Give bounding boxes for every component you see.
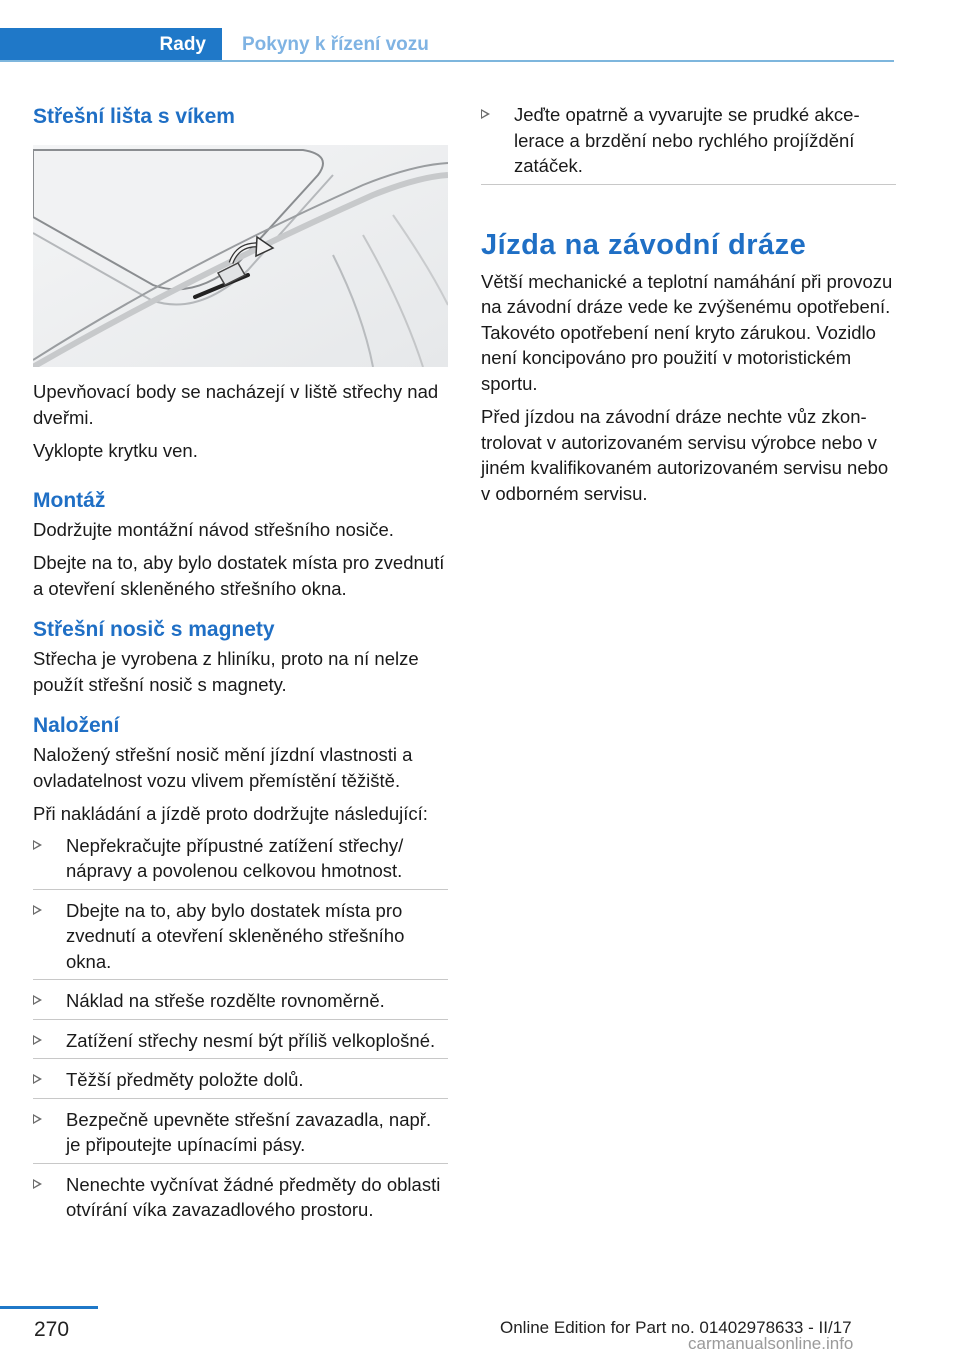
paragraph-montaz-2: Dbejte na to, aby bylo dostatek místa pro zvednutí a otevření skleněného střešního okna. (33, 552, 445, 599)
section-title-montaz: Montáž (33, 488, 106, 512)
paragraph-race-track-1: Větší mechanické a teplotní namáhání při provozu na závodní dráze vede ke zvýšenému opotřebení. Takovéto opotřebení není kryto zárukou. Vozidlo není koncipováno pro použití v motoristickém sportu. (481, 270, 893, 394)
list-item: Zatížení střechy nesmí být příliš velkoplošné. (33, 1028, 448, 1060)
list-item: Nepřekračujte přípustné zatížení střechy/ nápravy a povolenou celkovou hmotnost. (33, 833, 448, 890)
triangle-bullet-icon (33, 995, 42, 1005)
paragraph-nalozeni-1: Naložený střešní nosič mění jízdní vlastnosti a ovladatelnost vozu vlivem přemístění těžiště. (33, 744, 413, 791)
header-rule (0, 60, 894, 62)
header-tabs (0, 28, 894, 62)
footer-rule (0, 1306, 98, 1309)
section-title-magnet-rack: Střešní nosič s magnety (33, 618, 275, 641)
triangle-bullet-icon (33, 1114, 42, 1124)
roof-rail-figure-svg (33, 145, 448, 367)
tab-rady[interactable]: Rady (0, 28, 222, 62)
page-number: 270 (34, 1318, 70, 1341)
list-item: Nenechte vyčnívat žádné předměty do oblasti otvírání víka zavazadlového prostoru. (33, 1172, 448, 1229)
triangle-bullet-icon (33, 1179, 42, 1189)
list-item: Dbejte na to, aby bylo dostatek místa pro zvednutí a otevření skleněného střešního okna. (33, 898, 448, 981)
paragraph-magnet-rack: Střecha je vyrobena z hliníku, proto na ní nelze použít střešní nosič s magnety. (33, 648, 419, 695)
paragraph-race-track-2: Před jízdou na závodní dráze nechte vůz zkontrolovat v autorizovaném servisu výrobce nebo v jiném kvalifikovaném autorizovaném servisu nebo v odborném servisu. (481, 406, 889, 504)
right-column (481, 102, 896, 506)
paragraph-nalozeni-2: Při nakládání a jízdě proto dodržujte následující: (33, 803, 428, 824)
paragraph-montaz-1: Dodržujte montážní návod střešního nosiče. (33, 518, 394, 540)
driving-rules-list (481, 102, 896, 185)
tab-pokyny[interactable]: Pokyny k řízení vozu (222, 28, 429, 62)
list-item: Jeďte opatrně a vyvarujte se prudké akcelerace a brzdění nebo rychlého projíždění zatáček. (481, 102, 896, 185)
list-item: Těžší předměty položte dolů. (33, 1067, 448, 1099)
loading-rules-list (33, 833, 448, 1229)
list-item: Náklad na střeše rozdělte rovnoměrně. (33, 988, 448, 1020)
section-title-nalozeni: Naložení (33, 714, 120, 737)
triangle-bullet-icon (33, 840, 42, 850)
watermark-text: carmanualsonline.info (688, 1334, 854, 1353)
paragraph-mount-points: Upevňovací body se nacházejí v liště střechy nad dveřmi. (33, 381, 439, 428)
triangle-bullet-icon (33, 1074, 42, 1084)
left-column (33, 104, 448, 1229)
section-title-race-track: Jízda na závodní dráze (481, 228, 807, 261)
paragraph-flip-cover: Vyklopte krytku ven. (33, 440, 198, 461)
roof-rail-illustration (33, 145, 448, 367)
section-title-roof-rail: Střešní lišta s víkem (33, 105, 235, 128)
triangle-bullet-icon (481, 109, 490, 119)
triangle-bullet-icon (33, 1035, 42, 1045)
edition-note: Online Edition for Part no. 01402978633 - II/17 (500, 1318, 852, 1337)
list-item: Bezpečně upevněte střešní zavazadla, např. je připoutejte upínacími pásy. (33, 1107, 448, 1164)
triangle-bullet-icon (33, 905, 42, 915)
